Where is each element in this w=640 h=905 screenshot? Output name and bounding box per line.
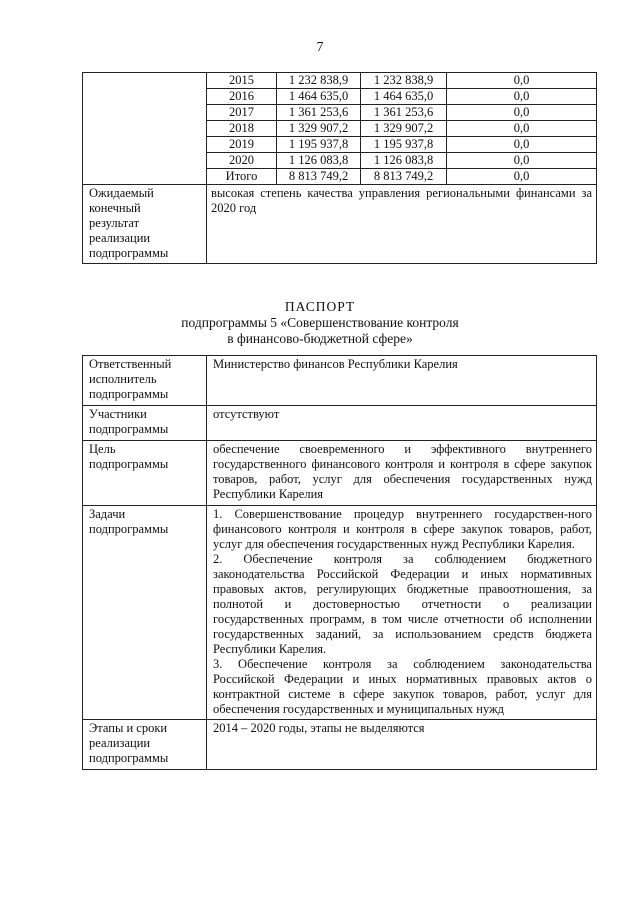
passport-table — [82, 355, 597, 770]
row-value-goal: обеспечение своевременного и эффективного внутреннего государственного финансового контроля и контроля в сфере закупок товаров, работ, услуг для обеспечения государственных нужд Республики Карелия — [207, 441, 597, 506]
total-cell: 1 361 253,6 — [277, 105, 361, 121]
budget-cell: 1 361 253,6 — [361, 105, 447, 121]
row-label-tasks: Задачи подпрограммы — [83, 506, 207, 720]
passport-row-tasks — [83, 506, 597, 720]
year-cell: 2015 — [207, 73, 277, 89]
budget-cell: 1 195 937,8 — [361, 137, 447, 153]
row-value-participants: отсутствуют — [207, 406, 597, 441]
task-2: 2. Обеспечение контроля за соблюдением бюджетного законодательства Российской Федерации и иных нормативных правовых актов, регулирующих бюджетные правоотношения, за полнотой и достоверностью отчетности о реализации государственных программ, в том числе отчетности об исполнении государственных заданий, за использованием средств бюджета Республики Карелия. — [213, 552, 592, 656]
passport-heading: ПАСПОРТ — [284, 299, 356, 314]
total-cell: 1 329 907,2 — [277, 121, 361, 137]
year-cell: 2019 — [207, 137, 277, 153]
funding-table — [82, 72, 597, 264]
row-label-stages: Этапы и сроки реализации подпрограммы — [83, 720, 207, 770]
budget-cell: 1 329 907,2 — [361, 121, 447, 137]
task-3: 3. Обеспечение контроля за соблюдением законодательства Российской Федерации и иных нормативных правовых актов о контрактной системе в сфере закупок товаров, работ, услуг для обеспечения государственных и муниципальных нужд — [213, 657, 592, 716]
total-cell: 8 813 749,2 — [277, 169, 361, 185]
row-label-responsible: Ответственный исполнитель подпрограммы — [83, 356, 207, 406]
other-cell: 0,0 — [447, 73, 597, 89]
row-value-responsible: Министерство финансов Республики Карелия — [207, 356, 597, 406]
budget-cell: 1 232 838,9 — [361, 73, 447, 89]
year-cell: 2018 — [207, 121, 277, 137]
budget-cell: 1 464 635,0 — [361, 89, 447, 105]
total-cell: 1 195 937,8 — [277, 137, 361, 153]
other-cell: 0,0 — [447, 169, 597, 185]
row-value-tasks — [207, 506, 597, 720]
other-cell: 0,0 — [447, 105, 597, 121]
other-cell: 0,0 — [447, 137, 597, 153]
row-value-stages: 2014 – 2020 годы, этапы не выделяются — [207, 720, 597, 770]
funding-row — [83, 73, 597, 89]
other-cell: 0,0 — [447, 121, 597, 137]
task-1: 1. Совершенствование процедур внутреннего государствен-ного финансового контроля и контроля в сфере закупок товаров, работ, услуг для обеспечения государственных нужд Республики Карелия. — [213, 507, 592, 551]
budget-cell: 1 126 083,8 — [361, 153, 447, 169]
row-label-participants: Участники подпрограммы — [83, 406, 207, 441]
expected-result-label: Ожидаемый конечный результат реализации подпрограммы — [83, 185, 207, 264]
other-cell: 0,0 — [447, 153, 597, 169]
year-cell: 2020 — [207, 153, 277, 169]
passport-title — [0, 299, 640, 347]
budget-cell: 8 813 749,2 — [361, 169, 447, 185]
passport-row-goal — [83, 441, 597, 506]
year-cell: Итого — [207, 169, 277, 185]
year-cell: 2017 — [207, 105, 277, 121]
expected-result-value: высокая степень качества управления региональными финансами за 2020 год — [207, 185, 597, 264]
passport-subtitle-line2: в финансово-бюджетной сфере» — [227, 331, 413, 346]
total-cell: 1 464 635,0 — [277, 89, 361, 105]
passport-row-participants — [83, 406, 597, 441]
blank-label-cell — [83, 73, 207, 185]
total-cell: 1 232 838,9 — [277, 73, 361, 89]
passport-row-stages — [83, 720, 597, 770]
passport-subtitle-line1: подпрограммы 5 «Совершенствование контроля — [181, 315, 459, 330]
page-number: 7 — [316, 40, 324, 55]
row-label-goal: Цель подпрограммы — [83, 441, 207, 506]
expected-result-row — [83, 185, 597, 264]
other-cell: 0,0 — [447, 89, 597, 105]
year-cell: 2016 — [207, 89, 277, 105]
passport-row-responsible — [83, 356, 597, 406]
total-cell: 1 126 083,8 — [277, 153, 361, 169]
